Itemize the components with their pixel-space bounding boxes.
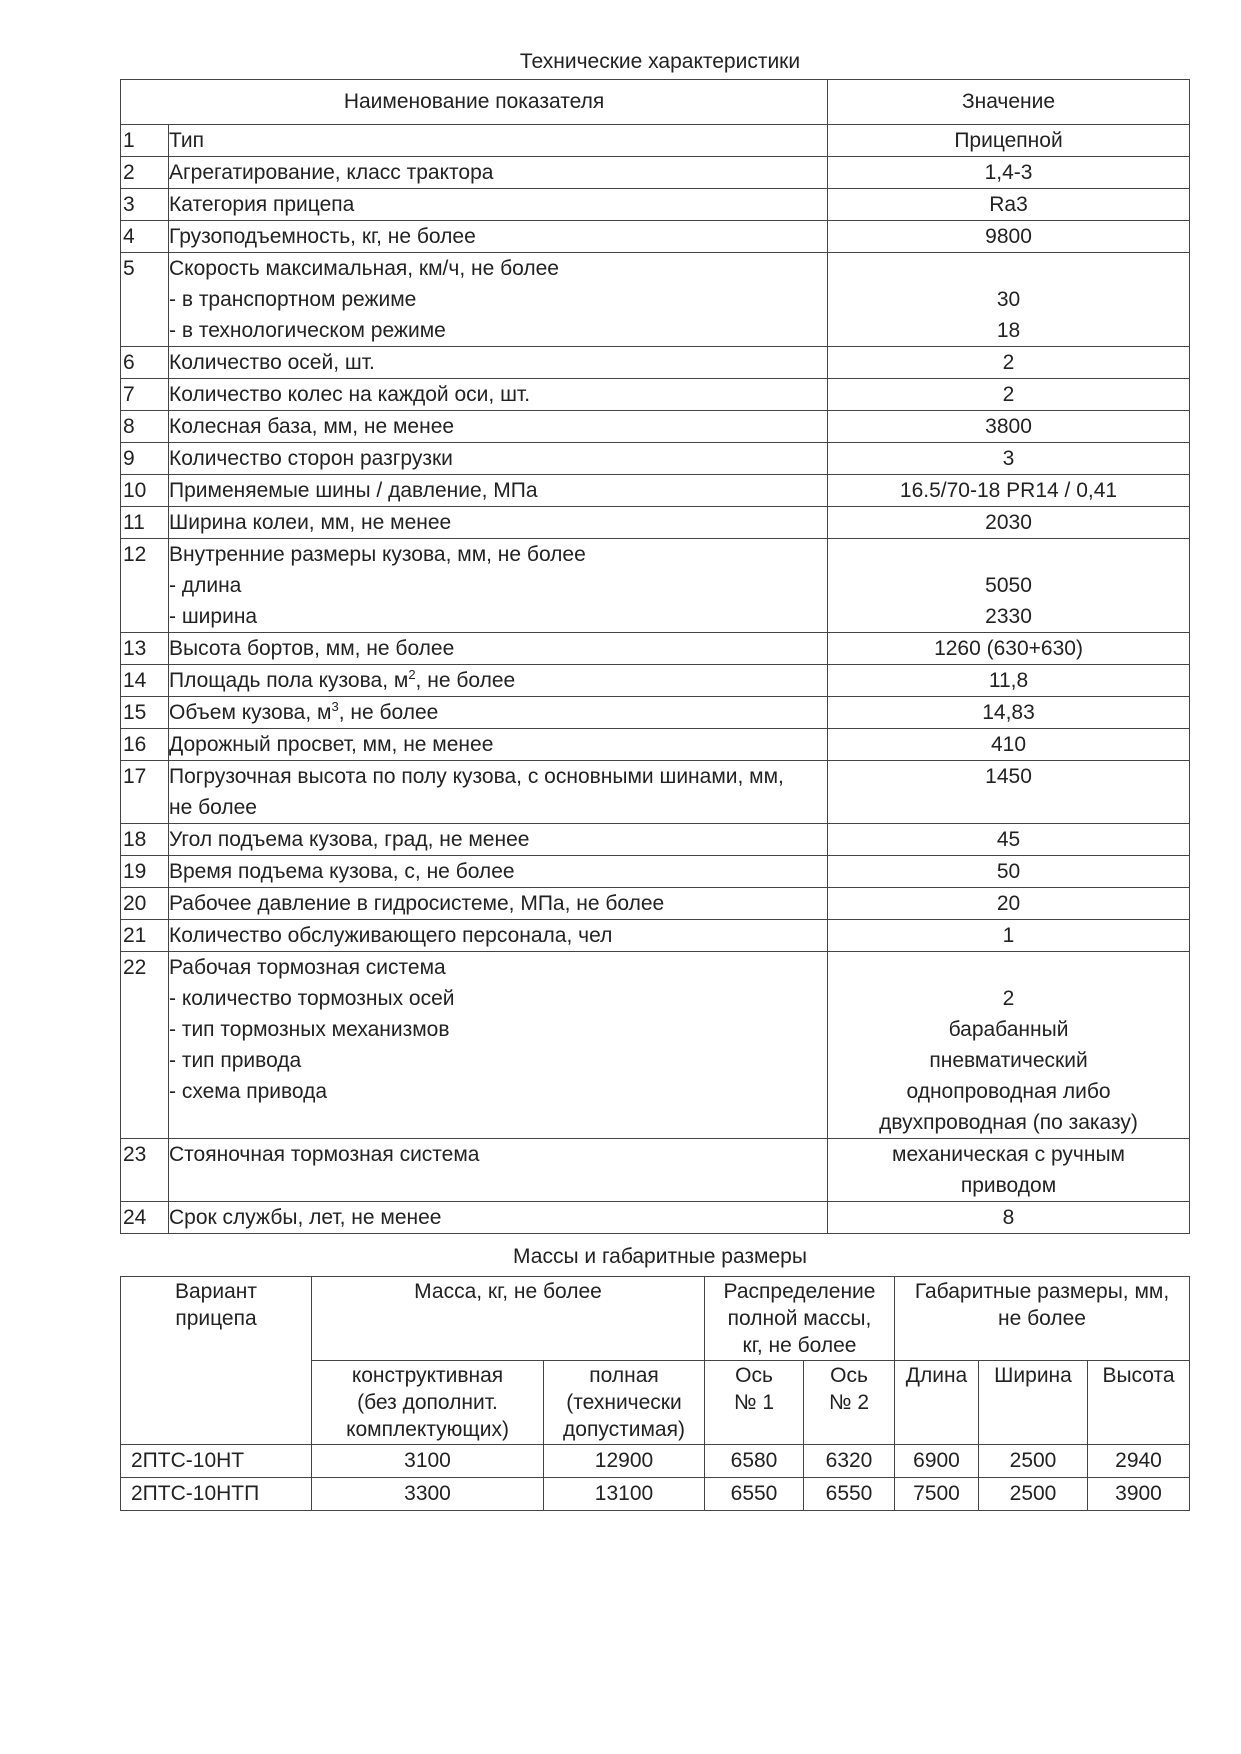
- row-value-line: 11,8: [988, 669, 1029, 692]
- row-value-line: 8: [1002, 1206, 1015, 1229]
- row-value-line: Ra3: [989, 193, 1028, 216]
- dims-cell: 2500: [979, 1478, 1088, 1511]
- row-name: [169, 347, 828, 379]
- header-value: Значение: [828, 80, 1190, 125]
- h-size-l2: не более: [998, 1307, 1086, 1330]
- dims-cell: 6320: [804, 1445, 895, 1478]
- row-name-line: Агрегатирование, класс трактора: [169, 161, 494, 184]
- h-variant-l1: Вариант: [175, 1280, 257, 1303]
- row-value-line: 3: [1002, 447, 1015, 470]
- row-name-sup: 3: [331, 699, 339, 714]
- spec-row: [121, 507, 1190, 539]
- row-value-line: 2: [1002, 987, 1015, 1010]
- row-name-pre: Объем кузова, м: [169, 701, 332, 724]
- row-name-line: Время подъема кузова, с, не более: [169, 860, 515, 883]
- row-name: [169, 157, 828, 189]
- row-name-line: Категория прицепа: [169, 193, 355, 216]
- spec-row: [121, 697, 1190, 729]
- spec-row: [121, 729, 1190, 761]
- row-name: [169, 1139, 828, 1202]
- row-number: 21: [121, 920, 169, 952]
- h-mass: Масса, кг, не более: [312, 1277, 705, 1361]
- h-hei: Высота: [1088, 1361, 1190, 1445]
- row-name: [169, 125, 828, 157]
- h-full-l3: допустимая): [563, 1418, 685, 1441]
- row-value-line: 20: [996, 892, 1021, 915]
- row-name-subline: - длина: [169, 574, 242, 597]
- row-value-line: 1: [1002, 924, 1015, 947]
- row-number: 14: [121, 665, 169, 697]
- row-value-line: 2: [1002, 351, 1015, 374]
- row-value-line: барабанный: [948, 1018, 1069, 1041]
- row-value-line: 30: [996, 288, 1021, 311]
- row-name: [169, 221, 828, 253]
- row-value: [828, 539, 1190, 633]
- row-value-line: пневматический: [929, 1049, 1088, 1072]
- row-value-line: 45: [996, 828, 1021, 851]
- row-value-line: [828, 539, 1189, 570]
- row-name-line: Скорость максимальная, км/ч, не более: [169, 257, 559, 280]
- dims-row: [121, 1445, 1190, 1478]
- row-number: 18: [121, 824, 169, 856]
- h-constr-l3: комплектующих): [346, 1418, 509, 1441]
- row-value-line: 2: [1002, 383, 1015, 406]
- row-value: [828, 475, 1190, 507]
- row-value-line: механическая с ручным: [892, 1143, 1125, 1166]
- row-name-line: Дорожный просвет, мм, не менее: [169, 733, 494, 756]
- row-name: [169, 475, 828, 507]
- h-dist-l2: полной массы,: [727, 1307, 872, 1330]
- row-name-line: Ширина колеи, мм, не менее: [169, 511, 452, 534]
- spec-row: [121, 539, 1190, 633]
- row-value-line: приводом: [960, 1174, 1057, 1197]
- row-name-subline: - схема привода: [169, 1080, 328, 1103]
- row-name: [169, 379, 828, 411]
- row-number: 20: [121, 888, 169, 920]
- spec-header-row: [121, 80, 1190, 125]
- row-value-line: однопроводная либо: [906, 1080, 1111, 1103]
- row-number: 12: [121, 539, 169, 633]
- row-number: 13: [121, 633, 169, 665]
- row-value-line: [828, 253, 1189, 284]
- h-wid: Ширина: [979, 1361, 1088, 1445]
- row-name-line: Высота бортов, мм, не более: [169, 637, 455, 660]
- row-value-line: 1450: [985, 765, 1032, 788]
- row-value: [828, 856, 1190, 888]
- row-name-line: Рабочая тормозная система: [169, 956, 446, 979]
- row-name: [169, 253, 828, 347]
- row-value-line: 18: [996, 319, 1021, 342]
- row-number: 1: [121, 125, 169, 157]
- h-dist-l1: Распределение: [723, 1280, 876, 1303]
- dims-cell: 6580: [705, 1445, 804, 1478]
- h-len: Длина: [895, 1361, 979, 1445]
- dims-cell: 12900: [544, 1445, 705, 1478]
- row-value: [828, 221, 1190, 253]
- spec-row: [121, 379, 1190, 411]
- row-name-pre: Площадь пола кузова, м: [169, 669, 409, 692]
- row-number: 10: [121, 475, 169, 507]
- row-value: [828, 633, 1190, 665]
- row-number: 6: [121, 347, 169, 379]
- row-value: [828, 253, 1190, 347]
- row-name-post: , не более: [415, 669, 516, 692]
- row-name-line: Количество колес на каждой оси, шт.: [169, 383, 531, 406]
- row-name: [169, 761, 828, 824]
- row-value-line: двухпроводная (по заказу): [879, 1111, 1138, 1134]
- row-name-subline: - ширина: [169, 605, 258, 628]
- spec-row: [121, 1202, 1190, 1234]
- row-value-line: 9800: [985, 225, 1032, 248]
- h-dist: [705, 1277, 895, 1361]
- row-name: [169, 443, 828, 475]
- row-name-line: Погрузочная высота по полу кузова, с основными шинами, мм,: [169, 765, 784, 788]
- row-name-line: Рабочее давление в гидросистеме, МПа, не более: [169, 892, 665, 915]
- row-name: [169, 507, 828, 539]
- h-constr-l1: конструктивная: [351, 1364, 504, 1387]
- row-number: 9: [121, 443, 169, 475]
- row-name-line: Тип: [169, 129, 205, 152]
- row-value-line: 410: [990, 733, 1027, 756]
- h-full-l2: (технически: [566, 1391, 682, 1414]
- spec-row: [121, 888, 1190, 920]
- row-value: [828, 824, 1190, 856]
- row-number: 19: [121, 856, 169, 888]
- row-name: [169, 665, 828, 697]
- row-number: 7: [121, 379, 169, 411]
- row-value: [828, 125, 1190, 157]
- row-name-post: , не более: [338, 701, 439, 724]
- dims-cell: 3300: [312, 1478, 544, 1511]
- dims-header-row-1: [121, 1277, 1190, 1361]
- row-name-sup: 2: [408, 667, 416, 682]
- row-value-line: 16.5/70-18 PR14 / 0,41: [899, 479, 1118, 502]
- dims-cell: 7500: [895, 1478, 979, 1511]
- row-name: [169, 189, 828, 221]
- row-number: 11: [121, 507, 169, 539]
- dims-cell: 2500: [979, 1445, 1088, 1478]
- row-number: 4: [121, 221, 169, 253]
- row-name: [169, 856, 828, 888]
- row-value: [828, 761, 1190, 824]
- row-value: [828, 379, 1190, 411]
- row-value-line: 2330: [985, 605, 1032, 628]
- spec-row: [121, 411, 1190, 443]
- row-name: [169, 888, 828, 920]
- row-value-line: 50: [996, 860, 1021, 883]
- row-value-line: 1,4-3: [984, 161, 1033, 184]
- dims-cell: 3100: [312, 1445, 544, 1478]
- h-variant: [121, 1277, 312, 1445]
- h-constr-l2: (без дополнит.: [357, 1391, 498, 1414]
- spec-row: [121, 952, 1190, 1139]
- spec-row: [121, 221, 1190, 253]
- row-name: [169, 1202, 828, 1234]
- row-name-line: [169, 697, 827, 728]
- h-axle2-l2: № 2: [828, 1391, 870, 1414]
- row-name: [169, 729, 828, 761]
- row-value: [828, 507, 1190, 539]
- spec-row: [121, 475, 1190, 507]
- spec-table: [120, 79, 1190, 1234]
- row-name-line: Угол подъема кузова, град, не менее: [169, 828, 530, 851]
- spec-row: [121, 761, 1190, 824]
- row-value-line: 5050: [985, 574, 1032, 597]
- row-value-line: 2030: [985, 511, 1032, 534]
- spec-title: Технические характеристики: [519, 50, 801, 73]
- row-name: [169, 920, 828, 952]
- spec-row: [121, 157, 1190, 189]
- h-variant-l2: прицепа: [175, 1307, 257, 1330]
- dims-row: [121, 1478, 1190, 1511]
- row-number: 5: [121, 253, 169, 347]
- row-number: 23: [121, 1139, 169, 1202]
- row-name-subline: - тип привода: [169, 1049, 302, 1072]
- h-dist-l3: кг, не более: [742, 1334, 857, 1357]
- row-value: [828, 411, 1190, 443]
- spec-row: [121, 824, 1190, 856]
- dims-cell: 3900: [1088, 1478, 1190, 1511]
- row-name-subline: - тип тормозных механизмов: [169, 1018, 450, 1041]
- dims-title: Массы и габаритные размеры: [513, 1245, 807, 1268]
- spec-row: [121, 856, 1190, 888]
- dims-cell: 6550: [804, 1478, 895, 1511]
- row-value: [828, 952, 1190, 1139]
- row-value: [828, 347, 1190, 379]
- row-name-subline: - в транспортном режиме: [169, 288, 417, 311]
- row-name-line: Применяемые шины / давление, МПа: [169, 479, 538, 502]
- spec-row: [121, 347, 1190, 379]
- row-name: [169, 411, 828, 443]
- spec-row: [121, 253, 1190, 347]
- dims-variant: 2ПТС-10НТП: [121, 1478, 312, 1511]
- h-constr: [312, 1361, 544, 1445]
- dims-cell: 13100: [544, 1478, 705, 1511]
- row-name-line: Грузоподъемность, кг, не более: [169, 225, 476, 248]
- dims-cell: 6550: [705, 1478, 804, 1511]
- row-value: [828, 1139, 1190, 1202]
- spec-row: [121, 665, 1190, 697]
- row-name-line: Количество сторон разгрузки: [169, 447, 453, 470]
- row-number: 24: [121, 1202, 169, 1234]
- row-name-line: Количество обслуживающего персонала, чел: [169, 924, 613, 947]
- row-value: [828, 157, 1190, 189]
- spec-row: [121, 1139, 1190, 1202]
- h-axle2-l1: Ось: [830, 1364, 868, 1387]
- spec-row: [121, 125, 1190, 157]
- row-number: 2: [121, 157, 169, 189]
- h-axle1: [705, 1361, 804, 1445]
- row-name: [169, 539, 828, 633]
- dims-cell: 6900: [895, 1445, 979, 1478]
- row-value-line: 14,83: [982, 701, 1035, 724]
- row-value: [828, 665, 1190, 697]
- row-name-subline: не более: [169, 796, 257, 819]
- row-name-subline: - количество тормозных осей: [169, 987, 455, 1010]
- row-value-line: Прицепной: [954, 129, 1063, 152]
- row-number: 8: [121, 411, 169, 443]
- h-full: [544, 1361, 705, 1445]
- spec-row: [121, 920, 1190, 952]
- row-name: [169, 824, 828, 856]
- row-value: [828, 189, 1190, 221]
- h-axle1-l1: Ось: [735, 1364, 773, 1387]
- row-number: 3: [121, 189, 169, 221]
- row-value: [828, 443, 1190, 475]
- row-value-line: 1260 (630+630): [934, 637, 1083, 660]
- dims-table: [120, 1276, 1190, 1511]
- row-name-line: Стояночная тормозная система: [169, 1143, 480, 1166]
- h-axle1-l2: № 1: [733, 1391, 775, 1414]
- row-name: [169, 697, 828, 729]
- h-axle2: [804, 1361, 895, 1445]
- dims-variant: 2ПТС-10НТ: [121, 1445, 312, 1478]
- row-name-line: Внутренние размеры кузова, мм, не более: [169, 543, 586, 566]
- row-name-line: [169, 665, 827, 696]
- row-name-subline: - в технологическом режиме: [169, 319, 446, 342]
- row-name-line: Колесная база, мм, не менее: [169, 415, 455, 438]
- row-name-line: Количество осей, шт.: [169, 351, 375, 374]
- row-number: 15: [121, 697, 169, 729]
- row-number: 22: [121, 952, 169, 1139]
- h-full-l1: полная: [589, 1364, 659, 1387]
- row-value-line: 3800: [985, 415, 1032, 438]
- row-value: [828, 920, 1190, 952]
- spec-row: [121, 189, 1190, 221]
- h-size: [895, 1277, 1190, 1361]
- row-value: [828, 729, 1190, 761]
- h-size-l1: Габаритные размеры, мм,: [914, 1280, 1170, 1303]
- spec-row: [121, 443, 1190, 475]
- row-value: [828, 697, 1190, 729]
- row-name: [169, 952, 828, 1139]
- header-name: Наименование показателя: [121, 80, 828, 125]
- spec-row: [121, 633, 1190, 665]
- row-name: [169, 633, 828, 665]
- dims-cell: 2940: [1088, 1445, 1190, 1478]
- row-value: [828, 1202, 1190, 1234]
- row-value-line: [828, 952, 1189, 983]
- row-number: 17: [121, 761, 169, 824]
- row-name-line: Срок службы, лет, не менее: [169, 1206, 442, 1229]
- row-number: 16: [121, 729, 169, 761]
- row-value: [828, 888, 1190, 920]
